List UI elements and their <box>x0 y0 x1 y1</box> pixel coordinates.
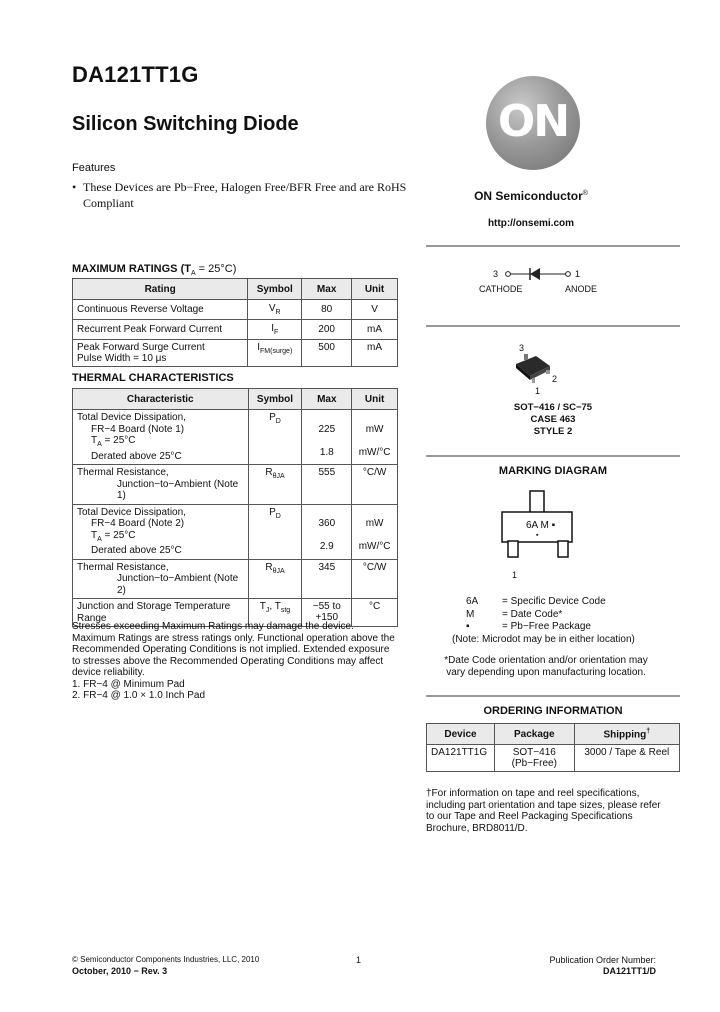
col-header: Max <box>302 279 352 300</box>
ordering-table <box>426 723 680 772</box>
page-title: Silicon Switching Diode <box>72 113 299 135</box>
page-number: 1 <box>356 955 362 965</box>
col-header: Symbol <box>248 389 302 410</box>
col-header: Max <box>302 389 352 410</box>
marking-heading: MARKING DIAGRAM <box>498 465 608 477</box>
features-list <box>72 179 412 211</box>
col-header: Symbol <box>248 279 302 300</box>
pin1-label: 1 <box>575 269 581 279</box>
marking-footnote: *Date Code orientation and/or orientation may vary depending upon manufacturing location. <box>444 655 648 678</box>
company-name: ON Semiconductor® <box>474 189 588 203</box>
table-row: Total Device Dissipation, FR−4 Board (Note 2) $T_A = 25^\circ C$ Derated above 25°C $P_D$ 360 2.9 mW mW/°C <box>73 504 398 559</box>
website-link[interactable]: http://onsemi.com <box>487 218 575 229</box>
feature-item: These Devices are Pb−Free, Halogen Free/BFR Free and are RoHS Compliant <box>83 180 407 210</box>
table-row: Thermal Resistance, Junction−to−Ambient (Note 1) $R_{\theta JA}$ 555 °C/W <box>73 465 398 505</box>
marking-legend: 6A = Specific Device Code M = Date Code* ▪ = Pb−Free Package (Note: Microdot may be in either location) <box>452 596 635 645</box>
cathode-label: CATHODE <box>479 284 523 294</box>
thermal-heading: THERMAL CHARACTERISTICS <box>72 372 234 384</box>
table-row: Total Device Dissipation, FR−4 Board (Note 1) $T_A = 25^\circ C$ Derated above 25°C $P_D$ 225 1.8 mW mW/°C <box>73 410 398 465</box>
marking-pin1: 1 <box>512 570 518 580</box>
col-header: Shipping† <box>574 724 679 745</box>
table-row: Thermal Resistance, Junction−to−Ambient (Note 2) $R_{\theta JA}$ 345 °C/W <box>73 559 398 599</box>
ordering-heading: ORDERING INFORMATION <box>483 705 623 717</box>
part-number: DA121TT1G <box>72 62 199 87</box>
max-ratings-table <box>72 278 398 367</box>
pkg-pin3: 3 <box>519 343 525 353</box>
pin3-label: 3 <box>493 269 499 279</box>
diode-symbol-icon <box>426 262 680 298</box>
table-row: Recurrent Peak Forward Current $I_F$ 200 mA <box>73 320 398 340</box>
notes <box>72 621 398 702</box>
divider <box>426 245 680 247</box>
copyright: © Semiconductor Components Industries, LLC, 2010 <box>72 955 260 964</box>
col-header: Rating <box>73 279 248 300</box>
chip-marking: 6A M ▪ <box>526 520 556 531</box>
pkg-pin2: 2 <box>552 374 558 384</box>
divider <box>426 455 680 457</box>
thermal-table <box>72 388 398 627</box>
divider <box>426 695 680 697</box>
anode-label: ANODE <box>565 284 598 294</box>
package-info: SOT−416 / SC−75 CASE 463 STYLE 2 <box>513 402 593 437</box>
bullet: • <box>72 180 77 194</box>
publication-info: Publication Order Number: DA121TT1/D <box>549 955 656 976</box>
table-row: Peak Forward Surge Current Pulse Width = 10 μs $I_{FM(surge)}$ 500 mA <box>73 340 398 367</box>
date-revision: October, 2010 − Rev. 3 <box>72 966 168 976</box>
divider <box>426 325 680 327</box>
microdot: ▪ <box>536 532 539 539</box>
max-ratings-heading: MAXIMUM RATINGS $(T_A = 25^\circ C)$ <box>72 263 237 278</box>
table-row: DA121TT1G SOT−416 (Pb−Free) 3000 / Tape & Reel <box>427 745 680 772</box>
ordering-note: †For information on tape and reel specifications, including part orientation and tape sizes, please refer to our Tape and Reel Packaging Specifications Brochure, BRD8011/D. <box>426 788 661 834</box>
note-2: 2. FR−4 @ 1.0 × 1.0 Inch Pad <box>72 690 206 701</box>
stress-note: Stresses exceeding Maximum Ratings may damage the device. Maximum Ratings are stress ratings only. Functional operation above the Recommended Operating Conditions is not implied. Extended exposure to stresses above the Recommended Operating Conditions may affect device reliability. <box>72 621 395 678</box>
table-row: Junction and Storage Temperature Range $T_J$, $T_{stg}$ −55 to +150 °C <box>73 599 398 627</box>
note-1: 1. FR−4 @ Minimum Pad <box>72 678 185 690</box>
col-header: Device <box>427 724 495 745</box>
table-row: Continuous Reverse Voltage $V_R$ 80 V <box>73 300 398 320</box>
pkg-pin1: 1 <box>535 386 541 396</box>
col-header: Unit <box>352 389 398 410</box>
logo-text: ON <box>497 96 569 147</box>
features-heading: Features <box>72 162 116 174</box>
col-header: Characteristic <box>73 389 249 410</box>
col-header: Unit <box>352 279 398 300</box>
col-header: Package <box>494 724 574 745</box>
